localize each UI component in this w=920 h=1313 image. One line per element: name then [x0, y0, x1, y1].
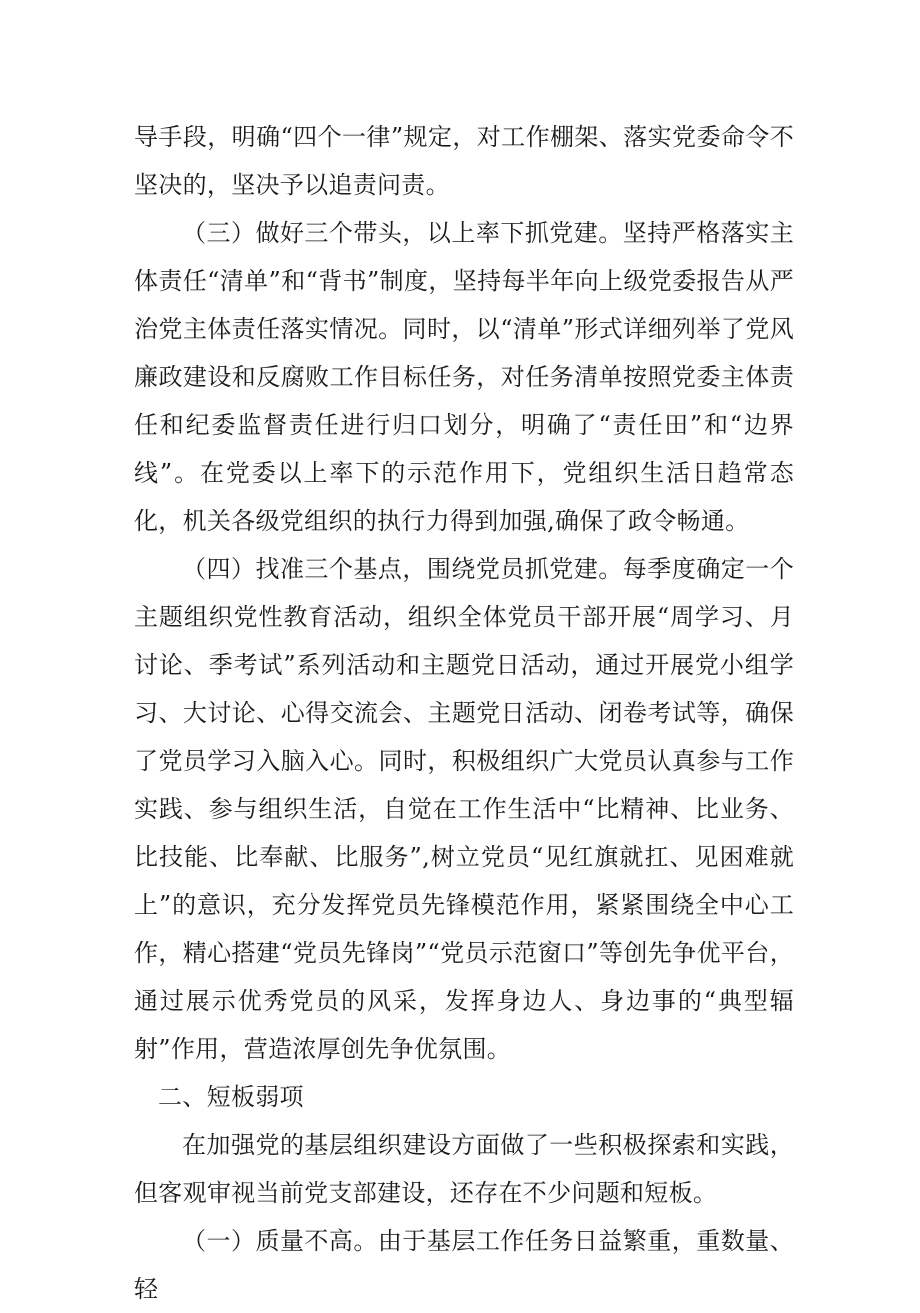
paragraph-quality: （一）质量不高。由于基层工作任务日益繁重，重数量、轻: [134, 1227, 794, 1303]
paragraph-section-three: （三）做好三个带头，以上率下抓党建。坚持严格落实主体责任“清单”和“背书”制度，坚持每半年向上级党委报告从严治党主体责任落实情况。同时，以“清单”形式详细列举了党风廉政建设和反腐败工作目标任务，对任务清单按照党委主体责任和纪委监督责任进行归口划分，明确了“责任田”和“边界线”。在党委以上率下的示范作用下，党组织生活日趋常态化，机关各级党组织的执行力得到加强,确保了政令畅通。: [134, 219, 794, 535]
document-body: [134, 113, 794, 1313]
paragraph-section-four: （四）找准三个基点，围绕党员抓党建。每季度确定一个主题组织党性教育活动，组织全体党员干部开展“周学习、月讨论、季考试”系列活动和主题党日活动，通过开展党小组学习、大讨论、心得交流会、主题党日活动、闭卷考试等，确保了党员学习入脑入心。同时，积极组织广大党员认真参与工作实践、参与组织生活，自觉在工作生活中“比精神、比业务、比技能、比奉献、比服务”,树立党员“见红旗就扛、见困难就上”的意识，充分发挥党员先锋模范作用，紧紧围绕全中心工作，精心搭建“党员先锋岗”“党员示范窗口”等创先争优平台，通过展示优秀党员的风采，发挥身边人、身边事的“典型辐射”作用，营造浓厚创先争优氛围。: [134, 555, 794, 1063]
section-heading-weaknesses: 二、短板弱项: [158, 1083, 304, 1111]
paragraph-weaknesses-intro: 在加强党的基层组织建设方面做了一些积极探索和实践，但客观审视当前党支部建设，还存在不少问题和短板。: [134, 1131, 794, 1207]
paragraph-continuation: 导手段，明确“四个一律”规定，对工作棚架、落实党委命令不坚决的，坚决予以追责问责。: [134, 123, 794, 199]
